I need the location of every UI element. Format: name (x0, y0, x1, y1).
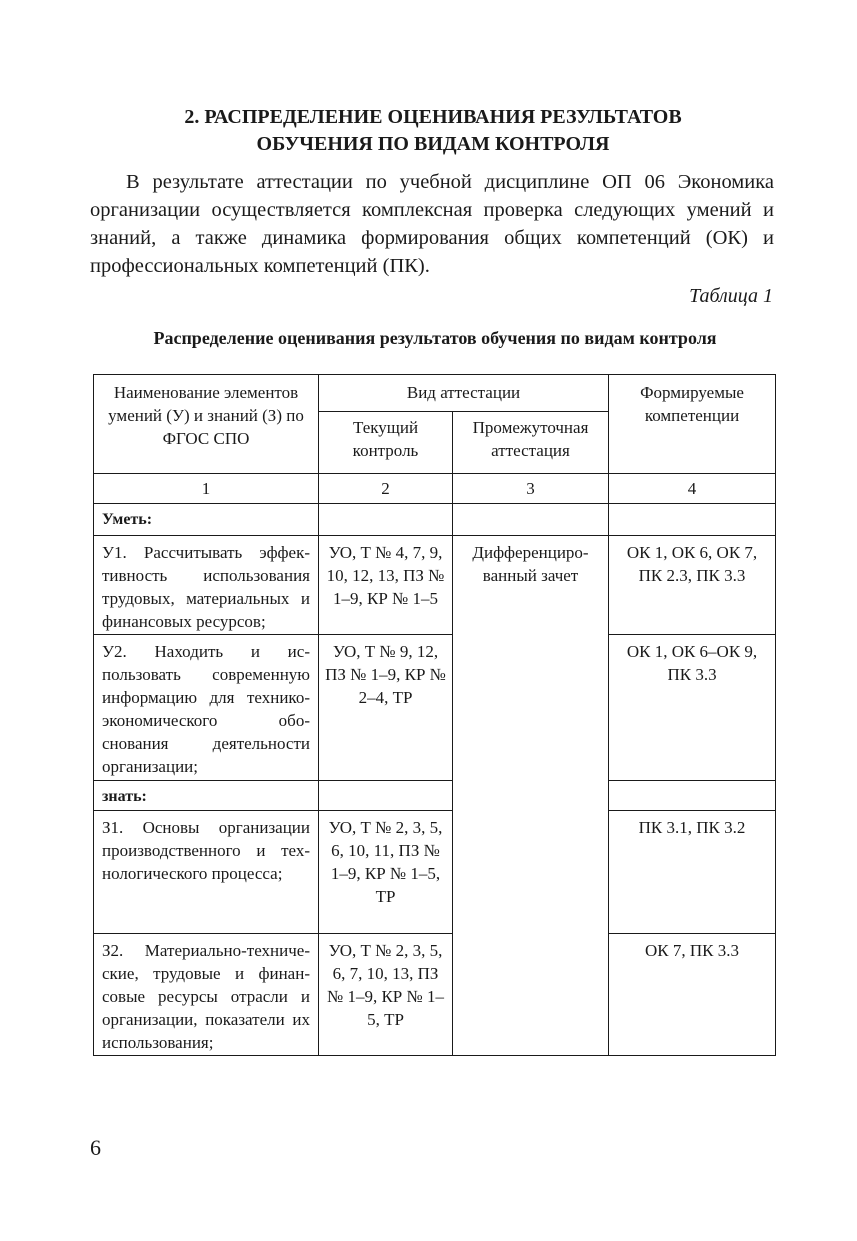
table-row-current: УО, Т № 9, 12, ПЗ № 1–9, КР № 2–4, ТР (319, 635, 453, 781)
table-title: Распределение оценивания результатов обучения по видам контроля (153, 328, 717, 348)
table-row-competencies: ОК 1, ОК 6, ОК 7, ПК 2.3, ПК 3.3 (609, 536, 776, 635)
header-competencies: Формируемые компетенции (609, 375, 776, 474)
header-current: Текущий контроль (319, 412, 453, 474)
intermediate-attestation-cell: Дифференцированный зачет (453, 536, 609, 1056)
header-intermediate: Промежуточная аттестация (453, 412, 609, 474)
table-row-name: З1. Основы организации производственного и технологического процесса; (94, 811, 319, 934)
table-row-current: УО, Т № 2, 3, 5, 6, 7, 10, 13, ПЗ № 1–9, КР № 1–5, ТР (319, 934, 453, 1056)
intro-paragraph: В результате аттестации по учебной дисциплине ОП 06 Экономика организации осуществляется комплексная проверка следующих умений и знаний, а также динамика формирования общих компетенций (ОК) и профессиональных компетенций (ПК). (90, 171, 774, 277)
header-attestation: Вид аттестации (319, 375, 609, 412)
page-number: 6 (90, 1135, 101, 1160)
empty-cell (609, 504, 776, 536)
column-number: 4 (609, 474, 776, 504)
table-row-competencies: ПК 3.1, ПК 3.2 (609, 811, 776, 934)
table-row-competencies: ОК 7, ПК 3.3 (609, 934, 776, 1056)
section-heading (90, 104, 776, 158)
section-heading-line-1: 2. РАСПРЕДЕЛЕНИЕ ОЦЕНИВАНИЯ РЕЗУЛЬТАТОВ (184, 106, 682, 128)
column-number: 2 (319, 474, 453, 504)
column-number: 3 (453, 474, 609, 504)
table-row-current: УО, Т № 2, 3, 5, 6, 10, 11, ПЗ № 1–9, КР № 1–5, ТР (319, 811, 453, 934)
table-row-name: З2. Материально-технические, трудовые и финансовые ресурсы отрасли и организации, показатели их использования; (94, 934, 319, 1056)
empty-cell (453, 504, 609, 536)
header-name: Наименование элементов умений (У) и знаний (З) по ФГОС СПО (94, 375, 319, 474)
assessment-table (93, 374, 776, 1056)
empty-cell (609, 781, 776, 811)
column-number: 1 (94, 474, 319, 504)
section-label-skills: Уметь: (94, 504, 319, 536)
table-row-name: У1. Рассчитывать эффективность использования трудовых, материальных и финансовых ресурсов; (94, 536, 319, 635)
table-row-name: У2. Находить и использовать современную информацию для технико-экономического обоснования деятельности организации; (94, 635, 319, 781)
table-number: Таблица 1 (689, 285, 773, 307)
table-row-competencies: ОК 1, ОК 6–ОК 9, ПК 3.3 (609, 635, 776, 781)
section-label-knowledge: знать: (94, 781, 319, 811)
empty-cell (319, 504, 453, 536)
section-heading-line-2: ОБУЧЕНИЯ ПО ВИДАМ КОНТРОЛЯ (256, 133, 610, 155)
table-row-current: УО, Т № 4, 7, 9, 10, 12, 13, ПЗ № 1–9, КР № 1–5 (319, 536, 453, 635)
empty-cell (319, 781, 453, 811)
